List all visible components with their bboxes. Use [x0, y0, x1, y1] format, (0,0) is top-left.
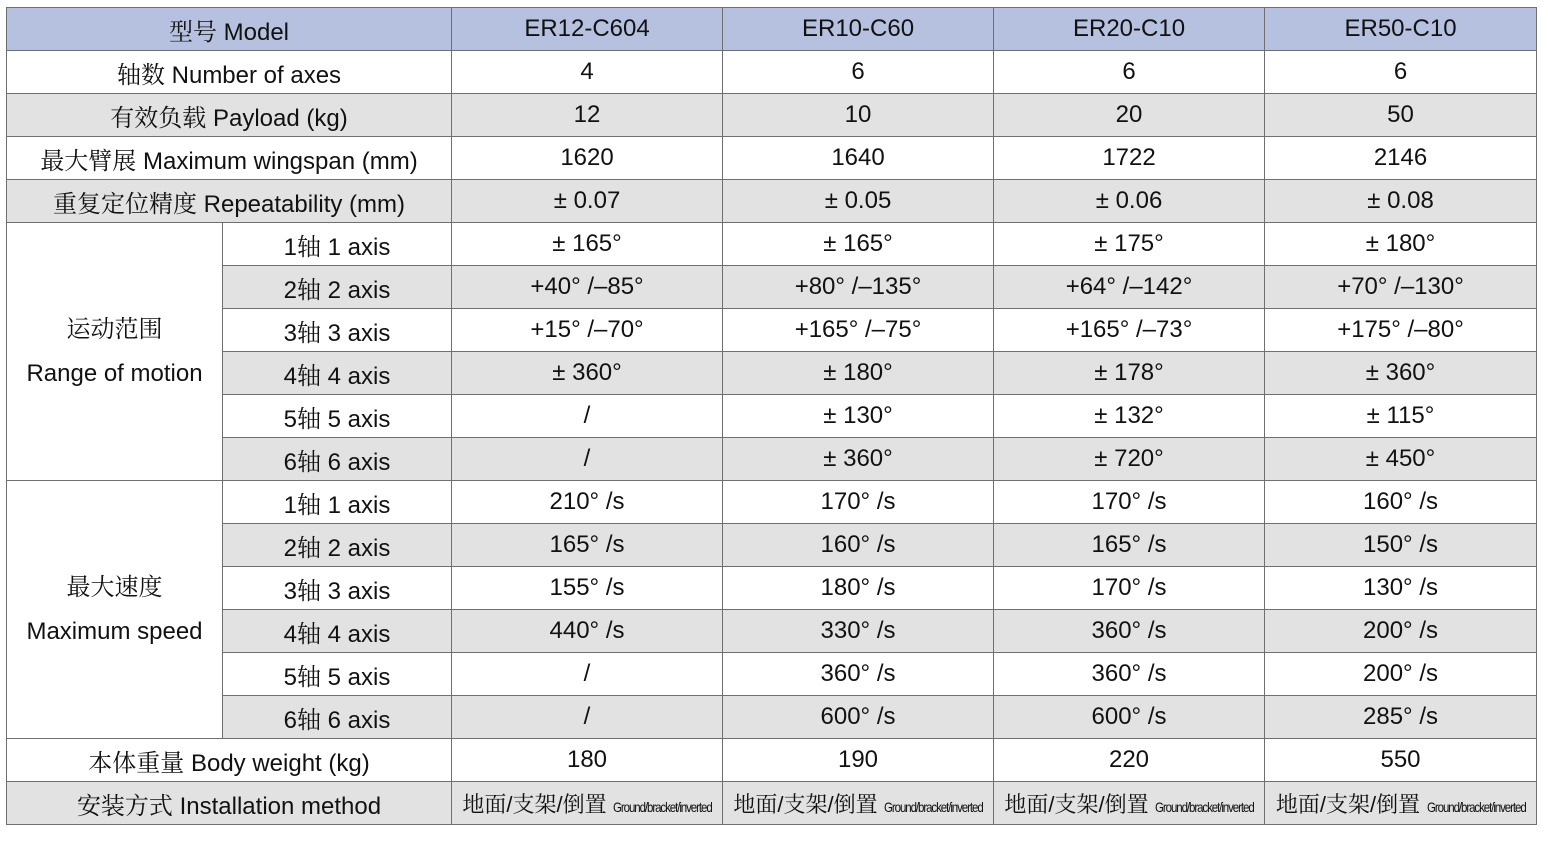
installation-en: Ground/bracket/inverted: [1155, 798, 1254, 815]
model-cell: ER50-C10: [1265, 8, 1537, 51]
value-cell: 330° /s: [723, 610, 994, 653]
table-row: [7, 180, 1537, 223]
value-cell: 600° /s: [994, 696, 1265, 739]
installation-cell: [1265, 782, 1537, 825]
table-row: [7, 438, 1537, 481]
value-cell: 165° /s: [452, 524, 723, 567]
installation-cell: [994, 782, 1265, 825]
installation-cell: [723, 782, 994, 825]
motion-group-label: [7, 223, 223, 481]
table-row: [7, 51, 1537, 94]
value-cell: 2146: [1265, 137, 1537, 180]
value-cell: 550: [1265, 739, 1537, 782]
table-row: [7, 223, 1537, 266]
value-cell: ± 360°: [723, 438, 994, 481]
installation-zh: 地面/支架/倒置: [733, 791, 878, 817]
table-row: [7, 395, 1537, 438]
installation-cell: [452, 782, 723, 825]
axis-label: 6轴 6 axis: [223, 438, 452, 481]
value-cell: ± 180°: [723, 352, 994, 395]
value-cell: 160° /s: [1265, 481, 1537, 524]
axis-label: 5轴 5 axis: [223, 653, 452, 696]
value-cell: 360° /s: [994, 653, 1265, 696]
motion-label-zh: 运动范围: [66, 315, 163, 343]
axis-label: 1轴 1 axis: [223, 481, 452, 524]
table-row: [7, 610, 1537, 653]
row-label: 安装方式 Installation method: [7, 782, 452, 825]
value-cell: ± 360°: [452, 352, 723, 395]
row-label: 重复定位精度 Repeatability (mm): [7, 180, 452, 223]
value-cell: ± 178°: [994, 352, 1265, 395]
value-cell: 360° /s: [723, 653, 994, 696]
value-cell: ± 180°: [1265, 223, 1537, 266]
model-cell: ER12-C604: [452, 8, 723, 51]
speed-group-label: [7, 481, 223, 739]
value-cell: ± 450°: [1265, 438, 1537, 481]
value-cell: /: [452, 653, 723, 696]
value-cell: 285° /s: [1265, 696, 1537, 739]
value-cell: 360° /s: [994, 610, 1265, 653]
value-cell: 170° /s: [994, 481, 1265, 524]
value-cell: 155° /s: [452, 567, 723, 610]
value-cell: 160° /s: [723, 524, 994, 567]
table-row: [7, 352, 1537, 395]
installation-en: Ground/bracket/inverted: [613, 798, 712, 815]
speed-label-en: Maximum speed: [26, 617, 203, 645]
value-cell: 1722: [994, 137, 1265, 180]
table-row: [7, 782, 1537, 825]
axis-label: 3轴 3 axis: [223, 309, 452, 352]
model-label: 型号 Model: [7, 8, 452, 51]
spec-table: [6, 7, 1537, 825]
value-cell: ± 165°: [723, 223, 994, 266]
row-label: 本体重量 Body weight (kg): [7, 739, 452, 782]
value-cell: 170° /s: [994, 567, 1265, 610]
value-cell: ± 0.06: [994, 180, 1265, 223]
table-row: [7, 524, 1537, 567]
row-label: 有效负载 Payload (kg): [7, 94, 452, 137]
table-row: [7, 309, 1537, 352]
axis-label: 2轴 2 axis: [223, 524, 452, 567]
value-cell: 130° /s: [1265, 567, 1537, 610]
value-cell: +175° /–80°: [1265, 309, 1537, 352]
value-cell: ± 165°: [452, 223, 723, 266]
value-cell: 10: [723, 94, 994, 137]
value-cell: 165° /s: [994, 524, 1265, 567]
value-cell: +70° /–130°: [1265, 266, 1537, 309]
speed-label-zh: 最大速度: [66, 573, 163, 601]
value-cell: 150° /s: [1265, 524, 1537, 567]
value-cell: ± 0.08: [1265, 180, 1537, 223]
value-cell: 200° /s: [1265, 610, 1537, 653]
value-cell: 190: [723, 739, 994, 782]
axis-label: 4轴 4 axis: [223, 610, 452, 653]
value-cell: ± 130°: [723, 395, 994, 438]
value-cell: 1620: [452, 137, 723, 180]
value-cell: +40° /–85°: [452, 266, 723, 309]
value-cell: 600° /s: [723, 696, 994, 739]
value-cell: ± 0.05: [723, 180, 994, 223]
value-cell: ± 360°: [1265, 352, 1537, 395]
value-cell: 1640: [723, 137, 994, 180]
header-row: [7, 8, 1537, 51]
axis-label: 4轴 4 axis: [223, 352, 452, 395]
installation-en: Ground/bracket/inverted: [884, 798, 983, 815]
row-label: 轴数 Number of axes: [7, 51, 452, 94]
value-cell: 200° /s: [1265, 653, 1537, 696]
model-cell: ER10-C60: [723, 8, 994, 51]
table-row: [7, 481, 1537, 524]
value-cell: 180° /s: [723, 567, 994, 610]
installation-zh: 地面/支架/倒置: [1275, 791, 1421, 817]
value-cell: ± 115°: [1265, 395, 1537, 438]
value-cell: 12: [452, 94, 723, 137]
installation-en: Ground/bracket/inverted: [1426, 798, 1526, 815]
axis-label: 3轴 3 axis: [223, 567, 452, 610]
table-row: [7, 696, 1537, 739]
value-cell: 440° /s: [452, 610, 723, 653]
table-row: [7, 266, 1537, 309]
value-cell: ± 0.07: [452, 180, 723, 223]
value-cell: ± 720°: [994, 438, 1265, 481]
value-cell: +165° /–73°: [994, 309, 1265, 352]
value-cell: /: [452, 438, 723, 481]
value-cell: /: [452, 395, 723, 438]
value-cell: +15° /–70°: [452, 309, 723, 352]
value-cell: ± 132°: [994, 395, 1265, 438]
value-cell: 50: [1265, 94, 1537, 137]
axis-label: 6轴 6 axis: [223, 696, 452, 739]
axis-label: 5轴 5 axis: [223, 395, 452, 438]
value-cell: /: [452, 696, 723, 739]
axis-label: 2轴 2 axis: [223, 266, 452, 309]
value-cell: 220: [994, 739, 1265, 782]
value-cell: 6: [1265, 51, 1537, 94]
value-cell: +165° /–75°: [723, 309, 994, 352]
value-cell: +80° /–135°: [723, 266, 994, 309]
table-row: [7, 94, 1537, 137]
model-cell: ER20-C10: [994, 8, 1265, 51]
value-cell: +64° /–142°: [994, 266, 1265, 309]
value-cell: 20: [994, 94, 1265, 137]
row-label: 最大臂展 Maximum wingspan (mm): [7, 137, 452, 180]
value-cell: 6: [723, 51, 994, 94]
value-cell: ± 175°: [994, 223, 1265, 266]
value-cell: 4: [452, 51, 723, 94]
installation-zh: 地面/支架/倒置: [462, 791, 607, 817]
installation-zh: 地面/支架/倒置: [1004, 791, 1149, 817]
value-cell: 210° /s: [452, 481, 723, 524]
motion-label-en: Range of motion: [26, 359, 203, 387]
table-row: [7, 739, 1537, 782]
value-cell: 6: [994, 51, 1265, 94]
table-row: [7, 653, 1537, 696]
value-cell: 180: [452, 739, 723, 782]
value-cell: 170° /s: [723, 481, 994, 524]
axis-label: 1轴 1 axis: [223, 223, 452, 266]
table-row: [7, 137, 1537, 180]
table-row: [7, 567, 1537, 610]
